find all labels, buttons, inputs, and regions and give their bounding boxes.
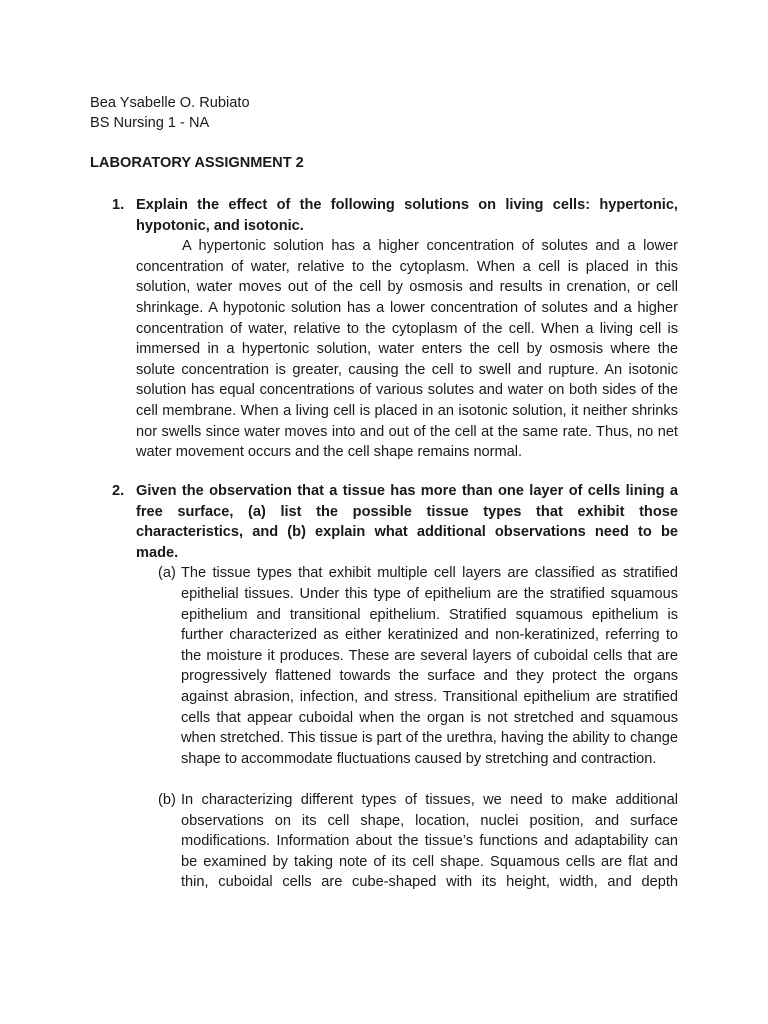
part-text: The tissue types that exhibit multiple cell layers are classified as stratified epithelial tissues. Under this type of epithelium are the stratified squamous epithelium and transitional epithelium. Stratified squamous epithelium is further characterized as either keratinized and non-keratinized, referring to the moisture it produces. These are several layers of cuboidal cells that are progressively flattened towards the surface and they protect the organs against abrasion, infection, and stress. Transitional epithelium are stratified cells that appear cuboidal when the organ is not stretched and squamous when stretched. This tissue is part of the urethra, having the ability to change shape to accommodate fluctuations caused by stretching and contraction.: [181, 565, 678, 767]
student-name: Bea Ysabelle O. Rubiato: [90, 95, 250, 111]
question-text: Given the observation that a tissue has more than one layer of cells lining a free surface, (a) list the possible tissue types that exhibit those characteristics, and (b) explain what additional observations need to be made.: [136, 483, 678, 561]
part-label: (b): [158, 791, 176, 808]
question-number: 1.: [112, 197, 125, 213]
part-text: In characterizing different types of tissues, we need to make additional observations on its cell shape, location, nuclei position, and surface modifications. Information about the tissue’s functions and adaptability can be examined by taking note of its cell shape. Squamous cells are flat and thin, cuboidal cells are cube-shaped with its height, width, and depth: [181, 791, 678, 891]
question-1: [112, 195, 678, 463]
question-number: 2.: [112, 483, 125, 499]
assignment-title: LABORATORY ASSIGNMENT 2: [90, 155, 304, 171]
answer-text: A hypertonic solution has a higher concentration of solutes and a lower concentration of water, relative to the cytoplasm. When a cell is placed in this solution, water moves out of the cell by osmosis and results in crenation, or cell shrinkage. A hypotonic solution has a lower concentration of solutes and a higher concentration of water, relative to the cytoplasm of the cell. When a living cell is immersed in a hypertonic solution, water enters the cell by osmosis where the solute concentration is greater, causing the cell to swell and rupture. An isotonic solution has equal concentrations of various solutes and water on both sides of the cell membrane. When a living cell is placed in an isotonic solution, it neither shrinks nor swells since water moves into and out of the cell at the same rate. Thus, no net water movement occurs and the cell shape remains normal.: [136, 238, 678, 461]
answer-part-b: [158, 790, 678, 893]
question-2: [112, 481, 678, 893]
answer-part-a: [158, 563, 678, 769]
part-label: (a): [158, 565, 176, 582]
question-text: Explain the effect of the following solutions on living cells: hypertonic, hypotonic, and isotonic.: [136, 197, 678, 234]
student-course: BS Nursing 1 - NA: [90, 115, 210, 131]
